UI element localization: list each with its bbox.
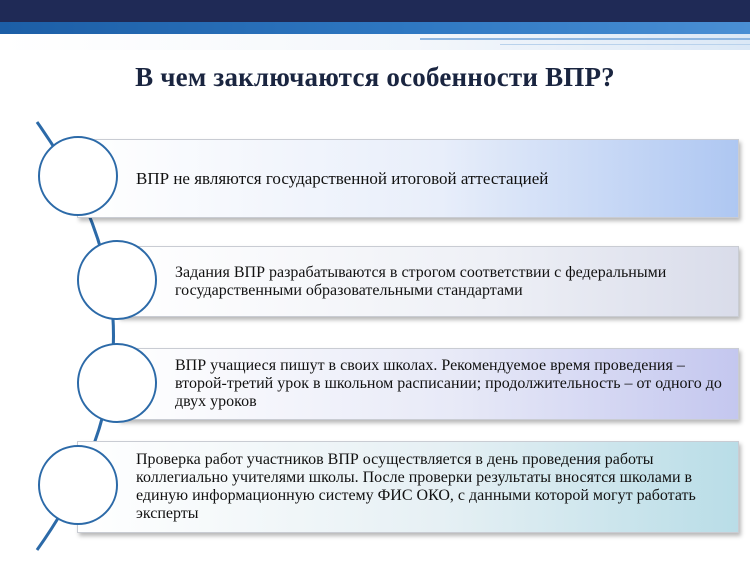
list-item-4 xyxy=(77,441,739,533)
bullet-circle-3 xyxy=(77,343,157,423)
bullet-circle-4 xyxy=(38,445,118,525)
list-item-2-text: Задания ВПР разрабатываются в строгом соответствии с федеральными государственными образовательными стандартами xyxy=(175,263,667,299)
bullet-circle-1 xyxy=(38,136,118,216)
list-item-3 xyxy=(118,348,739,420)
list-item-1 xyxy=(77,139,739,218)
list-item-4-text: Проверка работ участников ВПР осуществляется в день проведения работы коллегиально учителями школы. После проверки результаты вносятся школами в единую информационную систему ФИС ОКО, с данными которой могут работать эксперты xyxy=(136,451,696,522)
slide-title: В чем заключаются особенности ВПР? xyxy=(135,62,615,92)
list-item-3-text: ВПР учащиеся пишут в своих школах. Рекомендуемое время проведения – второй-третий урок в школьном расписании; продолжительность – от одного до двух уроков xyxy=(175,357,722,410)
bullet-circle-2 xyxy=(77,240,157,320)
list-item-2 xyxy=(118,246,739,317)
list-item-1-text: ВПР не являются государственной итоговой аттестацией xyxy=(136,168,549,188)
